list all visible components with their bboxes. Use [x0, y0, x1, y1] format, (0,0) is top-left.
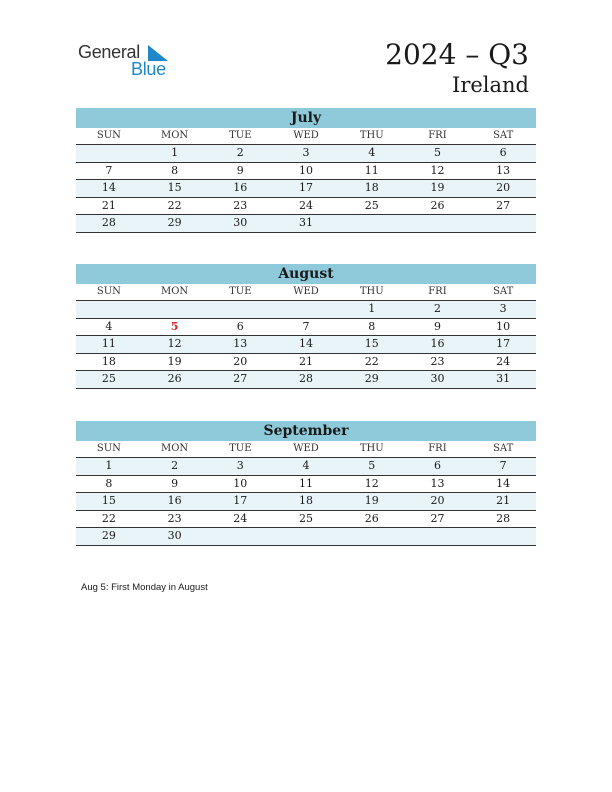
day-cell: 4 [105, 319, 113, 333]
day-cell: 26 [430, 198, 445, 212]
day-cell: 13 [496, 163, 511, 177]
day-cell: 2 [171, 459, 179, 472]
day-cell: 29 [101, 529, 116, 542]
day-cell: 7 [302, 319, 310, 333]
day-cell [76, 145, 142, 162]
week-row [76, 163, 536, 181]
day-cell: 12 [167, 337, 182, 350]
day-cell [142, 301, 208, 318]
day-cell: 2 [236, 146, 244, 159]
weekday-label: MON [160, 286, 189, 297]
month-header: September [76, 421, 536, 441]
day-cell: 17 [299, 181, 314, 194]
week-row [76, 476, 536, 494]
day-cell: 19 [364, 494, 379, 507]
day-cell: 20 [233, 354, 248, 368]
day-cell: 10 [233, 476, 248, 490]
day-cell: 7 [499, 459, 507, 472]
day-cell: 23 [233, 198, 248, 212]
day-cell: 20 [496, 181, 511, 194]
week-row [76, 319, 536, 337]
day-cell: 8 [171, 163, 179, 177]
day-cell: 22 [101, 511, 116, 525]
day-cell: 1 [171, 146, 179, 159]
week-row [76, 301, 536, 319]
week-row [76, 180, 536, 198]
day-cell: 16 [430, 337, 445, 350]
day-cell: 8 [368, 319, 376, 333]
holiday-note: Aug 5: First Monday in August [81, 582, 208, 593]
weekday-label: SUN [96, 130, 121, 141]
day-cell: 11 [364, 163, 379, 177]
weekday-label: SUN [96, 443, 121, 454]
day-cell: 30 [167, 529, 182, 542]
day-cell: 14 [496, 476, 511, 490]
day-cell: 28 [101, 216, 116, 229]
weekday-label: MON [160, 443, 189, 454]
weekday-label: THU [359, 443, 384, 454]
weekday-label: WED [293, 286, 319, 297]
weekday-row [76, 128, 536, 145]
day-cell: 12 [430, 163, 445, 177]
week-row [76, 145, 536, 163]
day-cell [405, 528, 471, 545]
holiday-day-cell: 5 [170, 319, 179, 333]
month-august [76, 264, 536, 389]
day-cell: 14 [299, 337, 314, 350]
day-cell: 11 [101, 337, 116, 350]
weekday-label: WED [293, 443, 319, 454]
day-cell: 30 [233, 216, 248, 229]
week-row [76, 354, 536, 372]
day-cell: 19 [167, 354, 182, 368]
page-title: 2024 – Q3 [385, 38, 529, 71]
week-row [76, 493, 536, 511]
day-cell: 31 [299, 216, 314, 229]
week-row [76, 336, 536, 354]
day-cell: 21 [496, 494, 511, 507]
weekday-label: SAT [493, 130, 514, 141]
day-cell: 17 [496, 337, 511, 350]
day-cell: 15 [167, 181, 182, 194]
day-cell: 4 [368, 146, 376, 159]
week-list [76, 145, 536, 233]
day-cell [76, 301, 142, 318]
day-cell: 4 [302, 459, 310, 472]
day-cell: 7 [105, 163, 113, 177]
weekday-label: FRI [428, 130, 447, 141]
day-cell: 27 [430, 511, 445, 525]
weekday-label: SUN [96, 286, 121, 297]
day-cell: 9 [433, 319, 441, 333]
day-cell: 25 [101, 372, 116, 385]
day-cell: 23 [430, 354, 445, 368]
weekday-label: THU [359, 286, 384, 297]
weekday-label: TUE [229, 130, 252, 141]
country-name: Ireland [452, 73, 529, 97]
day-cell: 28 [496, 511, 511, 525]
day-cell: 14 [101, 181, 116, 194]
day-cell [273, 301, 339, 318]
day-cell: 16 [233, 181, 248, 194]
day-cell: 3 [499, 302, 507, 315]
week-list [76, 458, 536, 546]
day-cell: 20 [430, 494, 445, 507]
general-blue-logo [78, 42, 178, 78]
day-cell: 8 [105, 476, 113, 490]
day-cell: 31 [496, 372, 511, 385]
day-cell: 6 [236, 319, 244, 333]
logo-blue-text: Blue [131, 59, 166, 79]
day-cell: 5 [368, 459, 376, 472]
day-cell: 10 [496, 319, 511, 333]
day-cell: 30 [430, 372, 445, 385]
weekday-label: THU [359, 130, 384, 141]
weekday-label: FRI [428, 286, 447, 297]
day-cell: 15 [101, 494, 116, 507]
week-row [76, 528, 536, 546]
day-cell: 19 [430, 181, 445, 194]
day-cell: 28 [299, 372, 314, 385]
week-row [76, 458, 536, 476]
day-cell: 11 [299, 476, 314, 490]
day-cell: 15 [364, 337, 379, 350]
weekday-label: FRI [428, 443, 447, 454]
week-row [76, 198, 536, 216]
day-cell: 18 [101, 354, 116, 368]
day-cell [405, 215, 471, 232]
day-cell: 21 [101, 198, 116, 212]
day-cell [339, 528, 405, 545]
day-cell: 6 [499, 146, 507, 159]
day-cell: 9 [171, 476, 179, 490]
weekday-label: TUE [229, 443, 252, 454]
day-cell: 27 [233, 372, 248, 385]
day-cell: 26 [167, 372, 182, 385]
day-cell: 3 [302, 146, 310, 159]
day-cell [339, 215, 405, 232]
day-cell: 17 [233, 494, 248, 507]
weekday-row [76, 284, 536, 301]
day-cell: 21 [299, 354, 314, 368]
day-cell: 18 [299, 494, 314, 507]
day-cell: 25 [299, 511, 314, 525]
day-cell: 5 [433, 146, 441, 159]
month-september [76, 421, 536, 546]
logo-general-text: General [78, 42, 140, 62]
weekday-label: SAT [493, 443, 514, 454]
weekday-label: MON [160, 130, 189, 141]
day-cell: 22 [364, 354, 379, 368]
day-cell: 23 [167, 511, 182, 525]
day-cell: 25 [364, 198, 379, 212]
day-cell: 24 [496, 354, 511, 368]
day-cell: 1 [105, 459, 113, 472]
day-cell: 24 [233, 511, 248, 525]
month-july [76, 108, 536, 233]
day-cell: 1 [368, 302, 376, 315]
week-row [76, 215, 536, 233]
day-cell [207, 301, 273, 318]
month-header: July [76, 108, 536, 128]
day-cell [470, 215, 536, 232]
day-cell: 6 [433, 459, 441, 472]
week-row [76, 371, 536, 389]
day-cell: 12 [364, 476, 379, 490]
day-cell: 2 [433, 302, 441, 315]
week-list [76, 301, 536, 389]
day-cell [470, 528, 536, 545]
weekday-row [76, 441, 536, 458]
weekday-label: TUE [229, 286, 252, 297]
day-cell: 22 [167, 198, 182, 212]
day-cell: 10 [299, 163, 314, 177]
day-cell [207, 528, 273, 545]
day-cell: 13 [430, 476, 445, 490]
day-cell: 27 [496, 198, 511, 212]
day-cell: 26 [364, 511, 379, 525]
weekday-label: SAT [493, 286, 514, 297]
week-row [76, 511, 536, 529]
day-cell: 9 [236, 163, 244, 177]
day-cell [273, 528, 339, 545]
day-cell: 29 [364, 372, 379, 385]
day-cell: 18 [364, 181, 379, 194]
day-cell: 3 [236, 459, 244, 472]
day-cell: 29 [167, 216, 182, 229]
weekday-label: WED [293, 130, 319, 141]
month-header: August [76, 264, 536, 284]
day-cell: 16 [167, 494, 182, 507]
day-cell: 24 [299, 198, 314, 212]
day-cell: 13 [233, 337, 248, 350]
